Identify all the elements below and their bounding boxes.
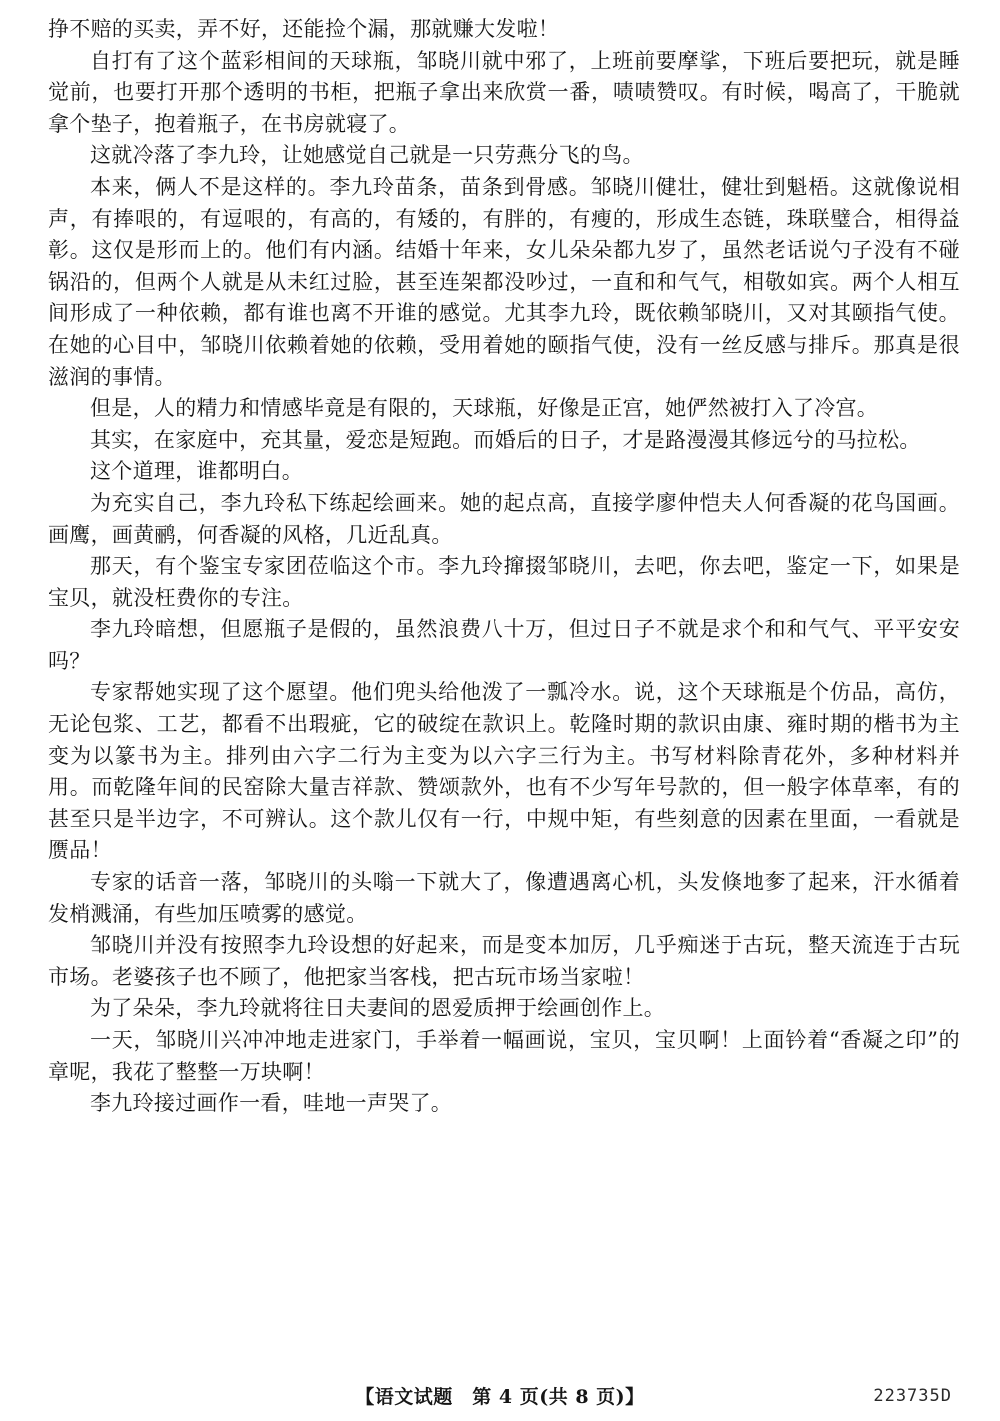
footer-paper-code: 223735D bbox=[873, 1386, 952, 1406]
paragraph-10: 李九玲暗想，但愿瓶子是假的，虽然浪费八十万，但过日子不就是求个和和气气、平平安安吗？ bbox=[48, 617, 960, 673]
paragraph-15: 一天，邹晓川兴冲冲地走进家门，手举着一幅画说，宝贝，宝贝啊！上面钤着“香凝之印”的章呢，我花了整整一万块啊！ bbox=[48, 1028, 960, 1084]
paragraph-9: 那天，有个鉴宝专家团莅临这个市。李九玲撺掇邹晓川，去吧，你去吧，鉴定一下，如果是宝贝，就没枉费你的专注。 bbox=[48, 554, 960, 610]
page-footer bbox=[0, 1382, 1000, 1412]
paragraph-14: 为了朵朵，李九玲就将往日夫妻间的恩爱质押于绘画创作上。 bbox=[90, 996, 666, 1021]
paragraph-3: 这就冷落了李九玲，让她感觉自己就是一只劳燕分飞的鸟。 bbox=[90, 143, 644, 168]
document-body bbox=[48, 14, 960, 1120]
paragraph-12: 专家的话音一落，邹晓川的头嗡一下就大了，像遭遇离心机，头发倏地奓了起来，汗水循着发梢溅涌，有些加压喷雾的感觉。 bbox=[48, 870, 960, 926]
paragraph-5: 但是，人的精力和情感毕竟是有限的，天球瓶，好像是正宫，她俨然被打入了冷宫。 bbox=[90, 396, 879, 421]
paragraph-1: 挣不赔的买卖，弄不好，还能捡个漏，那就赚大发啦！ bbox=[48, 17, 560, 41]
paragraph-2: 自打有了这个蓝彩相间的天球瓶，邹晓川就中邪了，上班前要摩挲，下班后要把玩，就是睡觉前，也要打开那个透明的书柜，把瓶子拿出来欣赏一番，啧啧赞叹。有时候，喝高了，干脆就拿个垫子，抱着瓶子，在书房就寝了。 bbox=[48, 48, 960, 136]
footer-page-title: 【语文试题 第 4 页(共 8 页)】 bbox=[355, 1386, 645, 1408]
paragraph-16: 李九玲接过画作一看，哇地一声哭了。 bbox=[90, 1091, 453, 1116]
paragraph-7: 这个道理，谁都明白。 bbox=[90, 459, 303, 484]
paragraph-4: 本来，俩人不是这样的。李九玲苗条，苗条到骨感。邹晓川健壮，健壮到魁梧。这就像说相声，有捧哏的，有逗哏的，有高的，有矮的，有胖的，有瘦的，形成生态链，珠联璧合，相得益彰。这仅是形而上的。他们有内涵。结婚十年来，女儿朵朵都九岁了，虽然老话说勺子没有不碰锅沿的，但两个人就是从未红过脸，甚至连架都没吵过，一直和和气气，相敬如宾。两个人相互间形成了一种依赖，都有谁也离不开谁的感觉。尤其李九玲，既依赖邹晓川，又对其颐指气使。在她的心目中，邹晓川依赖着她的依赖，受用着她的颐指气使，没有一丝反感与排斥。那真是很滋润的事情。 bbox=[48, 174, 960, 389]
paragraph-13: 邹晓川并没有按照李九玲设想的好起来，而是变本加厉，几乎痴迷于古玩，整天流连于古玩市场。老婆孩子也不顾了，他把家当客栈，把古玩市场当家啦！ bbox=[48, 933, 960, 989]
paragraph-11: 专家帮她实现了这个愿望。他们兜头给他泼了一瓢冷水。说，这个天球瓶是个仿品，高仿，无论包浆、工艺，都看不出瑕疵，它的破绽在款识上。乾隆时期的款识由康、雍时期的楷书为主变为以篆书为主。排列由六字二行为主变为以六字三行为主。书写材料除青花外，多种材料并用。而乾隆年间的民窑除大量吉祥款、赞颂款外，也有不少写年号款的，但一般字体草率，有的甚至只是半边字，不可辨认。这个款儿仅有一行，中规中矩，有些刻意的因素在里面，一看就是赝品！ bbox=[48, 680, 960, 863]
paragraph-6: 其实，在家庭中，充其量，爱恋是短跑。而婚后的日子，才是路漫漫其修远兮的马拉松。 bbox=[90, 427, 921, 452]
paragraph-8: 为充实自己，李九玲私下练起绘画来。她的起点高，直接学廖仲恺夫人何香凝的花鸟国画。画鹰，画黄鹂，何香凝的风格，几近乱真。 bbox=[48, 490, 960, 547]
